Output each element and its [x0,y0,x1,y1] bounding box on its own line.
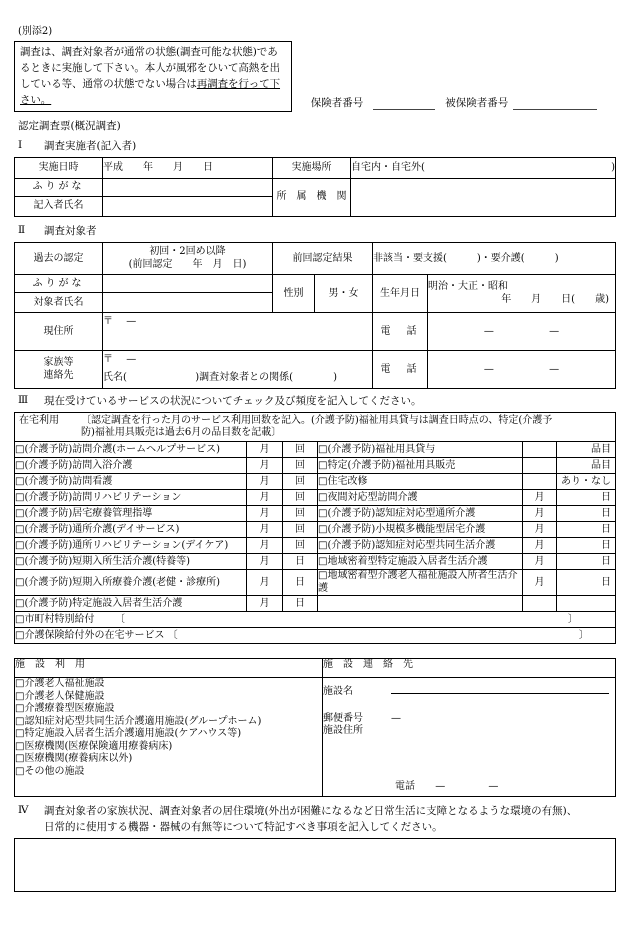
facility-postal-dash: — [391,712,401,724]
place-label: 実施場所 [273,158,351,179]
service-right-label: 夜間対応型訪問介護 [327,491,418,503]
service-right-name-cell[interactable] [318,474,523,490]
insurer-number-label: 保険者番号 [310,96,364,109]
birthdate-value-cell[interactable] [428,275,616,313]
facility-list-item[interactable] [15,753,322,766]
previous-result-label: 前回認定結果 [273,243,373,275]
service-left-label: (介護予防)短期入所療養介護(老健・診療所) [24,576,221,588]
municipal-special-row[interactable] [15,612,616,628]
service-right-name-cell[interactable] [318,458,523,474]
family-relation-label: )調査対象者との関係( ) [195,371,337,383]
family-postal-mark: 〒 [103,354,113,366]
table-row [15,659,616,678]
service-right-label: (介護予防)福祉用具貸与 [327,443,436,455]
section-4-title [44,804,616,834]
non-insurance-service-row[interactable] [15,628,616,644]
birthdate-value: 年 月 日( 歳) [501,293,609,305]
service-left-name-cell[interactable] [15,596,247,612]
facility-tel-label: 電話 [395,780,415,792]
facility-checkbox[interactable]: □ [15,765,25,777]
service-left-label: (介護予防)居宅療養管理指導 [24,507,153,519]
service-right-unit-2: 日 [557,490,616,506]
service-left-unit-2: 回 [283,458,318,474]
section-4-heading [14,804,616,834]
number-fields [292,95,616,112]
service-right-unit-2: 日 [557,570,616,596]
service-left-checkbox[interactable]: □ [15,523,25,535]
writer-name-input[interactable] [103,197,273,217]
service-left-name-cell[interactable] [15,570,247,596]
facility-list-item[interactable] [15,728,322,741]
service-left-unit-1: 月 [247,538,283,554]
section-3-title: 現在受けているサービスの状況についてチェック及び頻度を記入してください。 [44,395,422,408]
instruction-line-1: 調査は、調査対象者が通常の状態(調査可能な状態)であ [20,46,278,58]
service-right-unit-1: 月 [523,490,557,506]
facility-address-label: 施設住所 [323,725,363,737]
instruction-line-3a: している等、通常の状態でない場合は [20,77,197,90]
non-insurance-service-checkbox[interactable]: □ [15,629,25,641]
facility-item-label: 特定施設入居者生活介護適用施設(ケアハウス等) [24,728,242,740]
service-right-checkbox[interactable]: □ [318,523,328,535]
service-right-checkbox[interactable]: □ [318,459,328,471]
section-4-number: Ⅳ [18,804,29,817]
service-left-checkbox[interactable]: □ [15,555,25,567]
service-left-label: (介護予防)通所介護(デイサービス) [24,523,180,535]
place-value-close: ) [611,161,615,173]
service-right-unit-1 [523,474,557,490]
section-4-title-line1: 調査対象者の家族状況、調査対象者の居住環境(外出が困難になるなど日常生活に支障となるような環境の有無)、 [44,805,578,818]
subject-furigana-label: ふりがな [15,275,103,293]
address-label: 現住所 [15,313,103,351]
service-right-name-cell[interactable] [318,538,523,554]
table-row [15,612,616,628]
first-second-line2: (前回認定 年 月 日) [128,258,247,270]
facility-name-label: 施設名 [323,686,353,698]
facility-list-item[interactable] [15,766,322,779]
facility-use-label: 施 設 利 用 [15,659,323,678]
insured-number-input[interactable] [513,99,597,110]
date-label: 実施日時 [15,158,103,179]
service-right-unit-2: 日 [557,506,616,522]
facility-contact-cell [323,678,616,797]
instruction-box [14,41,292,112]
section-2-table [14,242,616,389]
service-right-unit-2: 品目 [557,458,616,474]
table-row [15,474,616,490]
facility-checkbox[interactable]: □ [15,728,25,740]
table-row [15,275,616,293]
first-second-line1: 初回・2回め以降 [149,246,226,258]
home-use-note-cell [15,413,616,442]
place-value: 自宅内・自宅外( [351,161,425,173]
service-left-label: (介護予防)訪問リハビリテーション [24,491,182,503]
annex-label: (別添2) [18,26,53,37]
facility-list-item[interactable] [15,678,322,691]
facility-checkbox[interactable]: □ [15,678,25,690]
section-2-heading [14,224,616,239]
facility-checkbox[interactable]: □ [15,740,25,752]
service-right-label: 特定(介護予防)福祉用具販売 [327,459,456,471]
family-contact-label-line2: 連絡先 [43,369,74,381]
facility-item-label: 医療機関(療養病床以外) [24,753,133,765]
table-row [15,554,616,570]
address-tel-dash-1: — [483,325,494,337]
service-left-label: (介護予防)短期入所生活介護(特養等) [24,555,191,567]
previous-result-value[interactable]: 非該当・要支援( )・要介護( ) [373,243,616,275]
postal-mark: 〒 [103,316,113,328]
subject-name-label: 対象者氏名 [15,293,103,313]
facility-item-label: 認知症対応型共同生活介護適用施設(グループホーム) [24,715,262,727]
facility-list-item[interactable] [15,716,322,729]
home-use-note-line2: 防)福祉用具販売は過去6月の品目数を記載〕 [81,427,282,439]
sex-value[interactable]: 男・女 [315,275,373,313]
section-1-heading [14,139,616,154]
table-row [15,538,616,554]
family-postal-dash: — [126,354,137,366]
facility-checkbox[interactable]: □ [15,690,25,702]
service-left-unit-1: 月 [247,596,283,612]
service-right-checkbox[interactable]: □ [318,475,328,487]
facility-checkbox[interactable]: □ [15,703,25,715]
service-left-unit-1: 月 [247,506,283,522]
family-tel-dash-2: — [549,363,560,375]
facility-list-item[interactable] [15,691,322,704]
municipal-special-label: 市町村特別給付 [24,613,95,625]
service-left-name-cell[interactable] [15,490,247,506]
service-right-checkbox[interactable]: □ [318,539,328,551]
facility-checkbox[interactable]: □ [15,715,25,727]
section-2-title: 調査対象者 [44,225,97,238]
service-left-name-cell[interactable] [15,458,247,474]
insurer-number-input[interactable] [373,99,435,110]
table-row [15,678,616,797]
subject-furigana-input[interactable] [103,275,273,293]
service-right-unit-2: 日 [557,522,616,538]
insured-number-label: 被保険者番号 [445,96,509,109]
table-row [15,158,616,179]
service-right-label: 地域密着型介護老人福祉施設入所者生活介護 [318,570,518,594]
table-row [15,628,616,644]
table-row [15,522,616,538]
facility-postal-label: 郵便番号 [323,712,363,724]
subject-name-input[interactable] [103,293,273,313]
section-1-table [14,157,616,217]
service-right-label: 住宅改修 [327,475,368,487]
facility-list-item[interactable] [15,741,322,754]
family-tel-value[interactable] [428,351,616,389]
facility-tel-dash-1: — [435,780,446,792]
service-left-checkbox[interactable]: □ [15,443,25,455]
instruction-line-2: るときに実施して下さい。本人が風邪をひいて高熱を出 [20,61,280,74]
service-left-checkbox[interactable]: □ [15,597,25,609]
address-tel-dash-2: — [549,325,560,337]
section-3-heading [14,394,616,409]
service-right-unit-2: 日 [557,554,616,570]
service-left-label: (介護予防)通所リハビリテーション(デイケア) [24,539,229,551]
service-right-label: (介護予防)認知症対応型通所介護 [327,507,476,519]
page-title: 認定調査票(概況調査) [18,119,121,132]
service-left-unit-2: 日 [283,596,318,612]
service-right-unit-1: 月 [523,522,557,538]
section-4-title-line2: 日常的に使用する機器・器械の有無等について特記すべき事項を記入してください。 [44,820,443,833]
facility-item-label: 介護老人福祉施設 [24,678,105,690]
facility-checkbox[interactable]: □ [15,753,25,765]
table-row [15,458,616,474]
service-left-label: (介護予防)訪問介護(ホームヘルプサービス) [24,443,221,455]
organization-label: 所 属 機 関 [273,179,351,217]
service-left-checkbox[interactable]: □ [15,539,25,551]
service-right-name-cell[interactable] [318,522,523,538]
service-right-label: (介護予防)小規模多機能型居宅介護 [327,523,486,535]
table-row [15,351,616,389]
facility-item-label: 介護療養型医療施設 [24,703,115,715]
non-insurance-service-bracket-close: 〕 [578,629,589,641]
table-row [15,179,616,197]
service-rows [15,442,616,612]
table-row [15,243,616,275]
service-left-unit-2: 日 [283,570,318,596]
service-left-unit-1: 月 [247,442,283,458]
service-left-checkbox[interactable]: □ [15,459,25,471]
writer-name-label: 記入者氏名 [15,197,103,217]
home-use-note-line1: 〔認定調査を行った月のサービス利用回数を記入。(介護予防)福祉用具貸与は調査日時点の、特定(介護予 [81,414,553,426]
service-left-unit-1: 月 [247,522,283,538]
organization-input[interactable] [351,179,616,217]
service-right-name-cell[interactable] [318,570,523,596]
facility-tel-dash-2: — [488,780,499,792]
service-right-checkbox[interactable]: □ [318,443,328,455]
service-right-name-cell[interactable] [318,554,523,570]
service-right-label: (介護予防)認知症対応型共同生活介護 [327,539,496,551]
service-left-checkbox[interactable]: □ [15,491,25,503]
service-left-unit-1: 月 [247,474,283,490]
municipal-special-checkbox[interactable]: □ [15,613,25,625]
facility-contact-label: 施 設 連 絡 先 [323,659,616,678]
service-left-checkbox[interactable]: □ [15,576,25,588]
service-right-unit-2: 品目 [557,442,616,458]
section-3-number: Ⅲ [18,394,29,407]
service-left-name-cell[interactable] [15,522,247,538]
service-left-name-cell[interactable] [15,506,247,522]
address-input[interactable] [103,313,373,351]
service-right-name-cell[interactable] [318,490,523,506]
service-left-name-cell[interactable] [15,538,247,554]
service-left-unit-2: 日 [283,554,318,570]
furigana-input[interactable] [103,179,273,197]
facility-item-label: 医療機関(医療保険適用療養病床) [24,740,173,752]
service-left-unit-2: 回 [283,490,318,506]
sex-label: 性別 [273,275,315,313]
service-right-unit-1: 月 [523,506,557,522]
first-second-cell[interactable] [103,243,273,275]
past-certification-label: 過去の認定 [15,243,103,275]
service-right-unit-1 [523,458,557,474]
service-left-unit-1: 月 [247,490,283,506]
family-contact-label-line1: 家族等 [43,357,74,369]
service-right-checkbox[interactable]: □ [318,491,328,503]
header-row [14,41,616,112]
family-address-input[interactable] [103,351,373,389]
table-row [15,506,616,522]
service-left-unit-1: 月 [247,458,283,474]
birthdate-era: 明治・大正・昭和 [428,281,508,293]
address-tel-label: 電 話 [373,313,428,351]
section-4-free-text-area[interactable] [14,838,616,892]
table-row [15,313,616,351]
non-insurance-service-label: 介護保険給付外の在宅サービス [24,629,165,641]
instruction-line-3 [20,77,286,93]
form-page [0,22,630,938]
service-left-unit-1: 月 [247,554,283,570]
instruction-line-3b-underlined: 再調査を行って下 [196,77,281,90]
table-row [15,490,616,506]
table-row [15,413,616,442]
section-2-number: Ⅱ [18,224,26,237]
family-contact-label [15,351,103,389]
family-tel-label: 電 話 [373,351,428,389]
service-right-name-cell[interactable] [318,442,523,458]
service-left-label: (介護予防)訪問入浴介護 [24,459,133,471]
section-1-title: 調査実施者(記入者) [44,139,137,152]
place-value-cell[interactable] [351,158,616,179]
service-right-unit-2 [557,596,616,612]
section-3-home-table [14,412,616,644]
facility-name-input[interactable] [391,684,609,694]
service-right-unit-2: あり・なし [557,474,616,490]
home-use-label: 在宅利用 [19,414,59,426]
service-right-checkbox[interactable]: □ [318,555,328,567]
family-name-label: 氏名( [103,371,127,383]
birthdate-label: 生年月日 [373,275,428,313]
service-left-unit-1: 月 [247,570,283,596]
service-right-label: 地域密着型特定施設入居者生活介護 [327,555,488,567]
section-1-number: Ⅰ [18,138,23,151]
service-right-unit-1 [523,442,557,458]
service-left-checkbox[interactable]: □ [15,475,25,487]
address-tel-value[interactable] [428,313,616,351]
municipal-special-bracket-close: 〕 [568,613,579,625]
postal-dash: — [126,316,137,328]
service-right-checkbox[interactable]: □ [318,507,328,519]
service-left-label: (介護予防)特定施設入居者生活介護 [24,597,183,609]
facility-item-label: 介護老人保健施設 [24,690,105,702]
service-right-unit-1: 月 [523,538,557,554]
service-left-label: (介護予防)訪問看護 [24,475,113,487]
service-right-unit-1 [523,596,557,612]
family-tel-dash-1: — [483,363,494,375]
facility-list-item[interactable] [15,703,322,716]
service-left-unit-2: 回 [283,474,318,490]
facility-table [14,658,616,797]
furigana-label: ふりがな [15,179,103,197]
service-right-unit-1: 月 [523,554,557,570]
non-insurance-service-bracket-open: 〔 [167,629,178,641]
service-left-unit-2: 回 [283,522,318,538]
date-value[interactable]: 平成 年 月 日 [103,158,273,179]
service-left-unit-2: 回 [283,442,318,458]
instruction-line-4-underlined: さい。 [20,93,52,106]
service-left-unit-2: 回 [283,538,318,554]
table-row [15,596,616,612]
municipal-special-bracket-open: 〔 [114,613,125,625]
service-left-name-cell[interactable] [15,442,247,458]
facility-item-label: その他の施設 [24,765,85,777]
service-right-unit-2: 日 [557,538,616,554]
service-right-unit-1: 月 [523,570,557,596]
service-right-checkbox[interactable]: □ [318,570,328,582]
service-right-name-cell[interactable] [318,596,523,612]
table-row [15,442,616,458]
facility-list [15,678,323,797]
service-left-name-cell[interactable] [15,474,247,490]
service-left-name-cell[interactable] [15,554,247,570]
table-row [15,570,616,596]
service-right-name-cell[interactable] [318,506,523,522]
service-left-unit-2: 回 [283,506,318,522]
service-left-checkbox[interactable]: □ [15,507,25,519]
